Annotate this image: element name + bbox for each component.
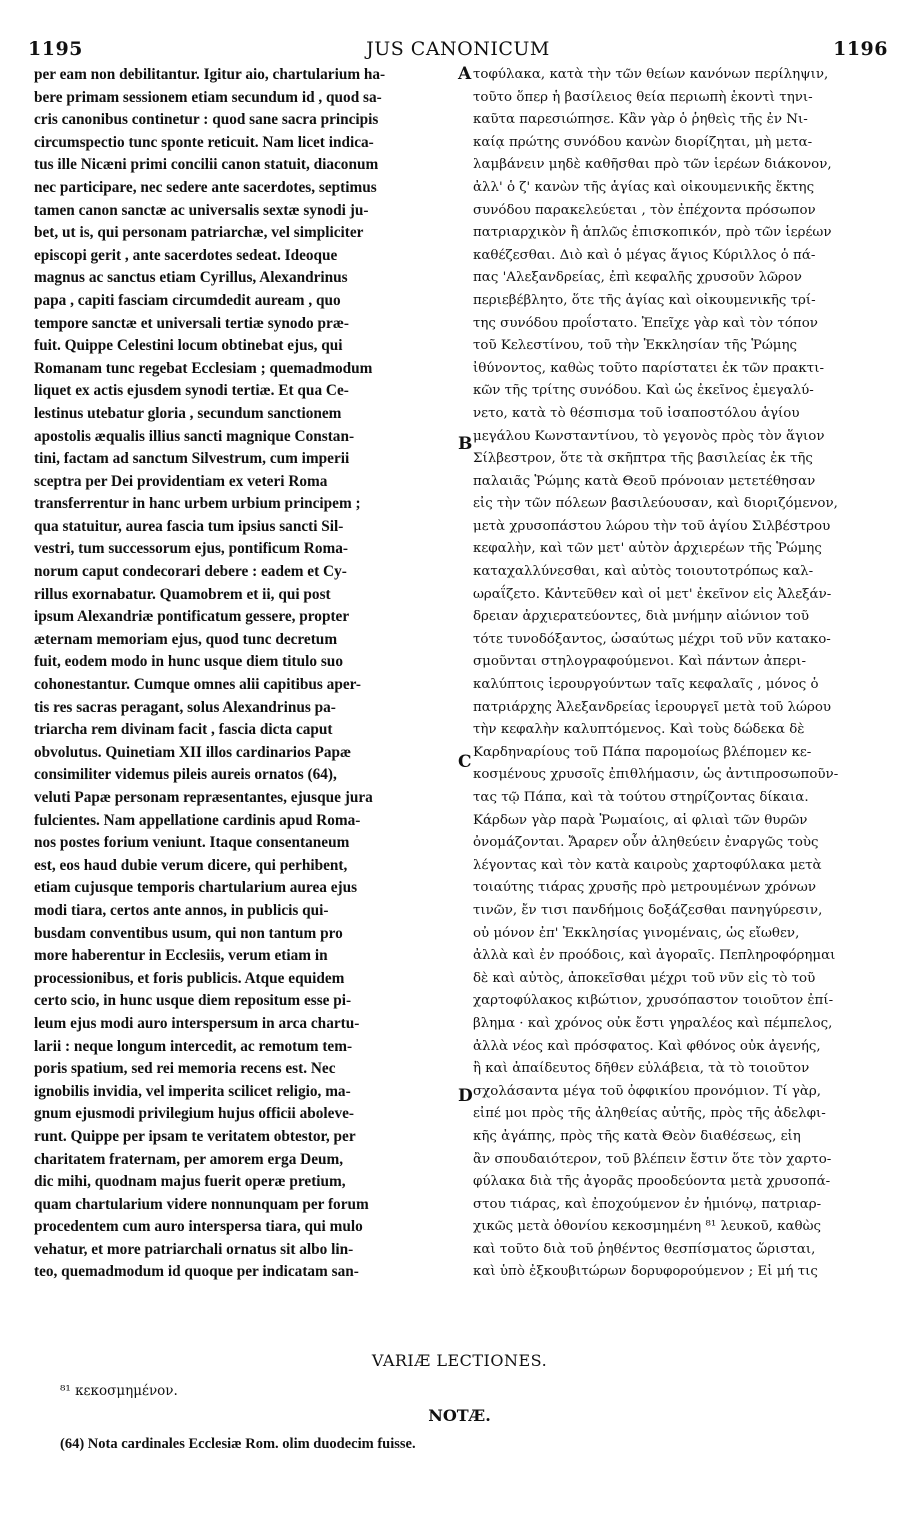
latin-text-line: tis res sacras peragant, solus Alexandrinus pa- bbox=[34, 698, 336, 716]
latin-text-line: per eam non debilitantur. Igitur aio, chartularium ha- bbox=[34, 66, 386, 83]
latin-text-line: larii : neque longum intercedit, ac remotum tem- bbox=[34, 1037, 353, 1055]
greek-text-line: τοῦ Κελεστίνου, τοῦ τὴν Ἐκκλησίαν τῆς Ῥώμης bbox=[473, 338, 797, 354]
page-number-right: 1196 bbox=[833, 38, 888, 60]
greek-text-line: τοῦτο ὅπερ ἡ βασίλειος θεία περιωπὴ ἑκοντὶ τηνι- bbox=[473, 89, 813, 105]
latin-text-line: bere primam sessionem etiam secundum id , quod sa- bbox=[34, 88, 382, 106]
latin-text-line: nos postes forium veniunt. Itaque consentaneum bbox=[34, 834, 350, 852]
greek-text-line: μετὰ χρυσοπάστου λώρου τὴν τοῦ ἁγίου Σιλβέστρου bbox=[473, 518, 831, 534]
variae-lectiones-heading: VARIÆ LECTIONES. bbox=[371, 1351, 548, 1370]
running-title: JUS CANONICUM bbox=[366, 38, 550, 60]
latin-text-line: ignobilis invidia, vel imperita scilicet religio, ma- bbox=[34, 1082, 351, 1100]
latin-text-line: vehatur, et more patriarchali ornatus sit albo lin- bbox=[34, 1240, 354, 1258]
greek-text-line: στου τιάρας, καὶ ἐποχούμενον ἐν ἡμιόνῳ, πατριαρ- bbox=[473, 1196, 822, 1212]
latin-text-line: charitatem fraternam, per amorem erga Deum, bbox=[34, 1150, 344, 1168]
greek-text-line: της συνόδου προΐστατο. Ἐπεῖχε γὰρ καὶ τὸν τόπον bbox=[473, 315, 818, 331]
greek-text-line: λαμβάνειν μηδὲ καθῆσθαι πρὸ τῶν ἱερέων διάκονον, bbox=[473, 157, 832, 173]
section-marker-d: D bbox=[458, 1086, 473, 1106]
greek-text-line: κῶν τῆς τρίτης συνόδου. Καὶ ὡς ἐκεῖνος ἐμεγαλύ- bbox=[473, 383, 814, 399]
latin-text-line: cohonestantur. Cumque omnes alii capitibus aper- bbox=[34, 676, 361, 694]
latin-text-line: sceptra per Dei providentiam ex veteri Roma bbox=[34, 472, 328, 490]
latin-column bbox=[34, 64, 454, 1284]
greek-text-line: δὲ καὶ αὐτὸς, ἀποκεῖσθαι μέχρι τοῦ νῦν εἰς τὸ τοῦ bbox=[473, 970, 816, 986]
variae-lectiones-note: ⁸¹ κεκοσμημένον. bbox=[60, 1383, 178, 1399]
greek-text-line: ἀλλὰ καὶ ἐν προόδοις, καὶ ἀγοραῖς. Πεπληροφόρημαι bbox=[473, 948, 836, 964]
page-header bbox=[28, 38, 888, 62]
latin-text-line: episcopi gerit , ante sacerdotes sedeat. Ideoque bbox=[34, 246, 338, 264]
greek-text-line: Κάρδων γὰρ παρὰ Ῥωμαίοις, αἱ φλιαὶ τῶν θυρῶν bbox=[473, 812, 808, 828]
greek-text-line: τότε τυνοδόξαντος, ὡσαύτως μέχρι τοῦ νῦν κατακο- bbox=[473, 631, 831, 647]
greek-text-line: περιεβέβλητο, ὅτε τῆς ἁγίας καὶ οἰκουμενικῆς τρί- bbox=[473, 292, 816, 308]
latin-text-line: triarcha rem divinam facit , fascia dicta caput bbox=[34, 721, 333, 739]
latin-text-line: modi tiara, certos ante annos, in publicis qui- bbox=[34, 901, 329, 919]
latin-text-line: teo, quemadmodum id quoque per indicatam san- bbox=[34, 1263, 359, 1281]
greek-text-line: σχολάσαντα μέγα τοῦ ὀφφικίου προνόμιον. Τί γὰρ, bbox=[473, 1083, 822, 1099]
greek-text-line: καταχαλλύνεσθαι, καὶ αὐτὸς τοιουτοτρόπως καλ- bbox=[473, 564, 814, 580]
greek-text-line: τοιαύτης τιάρας χρυσῆς πρὸ μετρουμένων χρόνων bbox=[473, 880, 816, 896]
greek-text-line: κῆς ἀγάπης, πρὸς τῆς κατὰ Θεὸν διαθέσεως, εἰη bbox=[473, 1128, 801, 1144]
latin-text-line: gnum ejusmodi privilegium hujus officii aboleve- bbox=[34, 1105, 354, 1123]
greek-text-line: κοσμένους χρυσοῖς ἐπιθλήμασιν, ὡς ἀντιπροσωποῦν- bbox=[473, 767, 839, 783]
latin-text-line: more haberentur in Ecclesiis, verum etiam in bbox=[34, 947, 328, 965]
latin-text-line: quam chartularium videre nonnunquam per forum bbox=[34, 1195, 369, 1213]
greek-text-line: εἰς τὴν τῶν πόλεων βασιλεύουσαν, καὶ διοριζόμενον, bbox=[473, 496, 838, 512]
greek-text-line: νετο, κατὰ τὸ θέσπισμα τοῦ ἰσαποστόλου ἁγίου bbox=[473, 405, 800, 421]
greek-text-line: εἰπέ μοι πρὸς τῆς ἀληθείας αὐτῆς, πρὸς τῆς ἀδελφι- bbox=[473, 1106, 826, 1122]
greek-text-line: τοφύλακα, κατὰ τὴν τῶν θείων κανόνων περίληψιν, bbox=[473, 67, 829, 82]
latin-text-line: liquet ex actis ejusdem synodi tertiæ. Et qua Ce- bbox=[34, 382, 349, 400]
latin-text-line: cris canonibus continetur : quod sane sacra principis bbox=[34, 111, 379, 129]
latin-text-line: transferrentur in hanc urbem urbium principem ; bbox=[34, 495, 361, 513]
latin-text-line: tamen canon sanctæ ac universalis sextæ synodi ju- bbox=[34, 201, 369, 219]
section-marker-b: B bbox=[458, 434, 473, 454]
latin-text-line: tini, factam ad sanctum Silvestrum, cum imperii bbox=[34, 450, 350, 468]
latin-text-line: obvolutus. Quinetiam XII illos cardinarios Papæ bbox=[34, 743, 352, 761]
greek-text-line: λέγοντας καὶ τὸν κατὰ καιροὺς χαρτοφύλακα μετὰ bbox=[473, 857, 822, 873]
latin-text-line: certo scio, in hunc usque diem repositum esse pi- bbox=[34, 992, 352, 1010]
greek-text-line: τὴν κεφαλὴν καλυπτόμενος. Καὶ τοὺς δώδεκα δὲ bbox=[473, 722, 805, 738]
greek-column bbox=[473, 64, 888, 1284]
greek-text-line: τας τῷ Πάπα, καὶ τὰ τούτου στηρίζοντας δίκαια. bbox=[473, 790, 809, 805]
latin-text-line: qua statuitur, aurea fascia tum ipsius sancti Sil- bbox=[34, 517, 344, 535]
greek-text-line: ἂν σπουδαιότερον, τοῦ βλέπειν ἔστιν ὅτε τὸν χαρτο- bbox=[473, 1151, 832, 1167]
latin-text-line: veluti Papæ personam repræsentantes, ejusque jura bbox=[34, 789, 373, 806]
footnote-64: (64) Nota cardinales Ecclesiæ Rom. olim duodecim fuisse. bbox=[60, 1436, 416, 1452]
latin-text-line: fulcientes. Nam appellatione cardinis apud Roma- bbox=[34, 811, 361, 829]
latin-text-line: etiam cujusque temporis chartularium aurea ejus bbox=[34, 879, 358, 897]
latin-text-line: magnus ac sanctus etiam Cyrillus, Alexandrinus bbox=[34, 269, 348, 287]
greek-text-line: κεφαλὴν, καὶ τῶν μετ' αὐτὸν ἀρχιερέων τῆς Ῥώμης bbox=[473, 541, 822, 557]
latin-text-line: poris spatium, sed rei memoria recens est. Nec bbox=[34, 1060, 336, 1078]
greek-text-line: καθέζεσθαι. Διὸ καὶ ὁ μέγας ἅγιος Κύριλλος ὁ πά- bbox=[473, 247, 816, 263]
notae-heading: NOTÆ. bbox=[428, 1406, 491, 1425]
latin-text-line: rillus exornabatur. Quamobrem et ii, qui post bbox=[34, 585, 331, 603]
latin-text-line: bet, ut is, qui personam patriarchæ, vel simpliciter bbox=[34, 224, 364, 242]
latin-text-line: nec participare, nec sedere ante sacerdotes, septimus bbox=[34, 178, 377, 196]
greek-text-line: φύλακα διὰ τῆς ἀγορᾶς προοδεύοντα μετὰ χρυσοπά- bbox=[473, 1174, 831, 1190]
latin-text-line: apostolis æqualis illius sancti magnique Constan- bbox=[34, 427, 355, 445]
greek-text-line: χαρτοφύλακος κιβώτιον, χρυσόπαστον τοιοῦτον ἐπί- bbox=[473, 993, 834, 1009]
greek-text-line: μεγάλου Κωνσταντίνου, τὸ γεγονὸς πρὸς τὸν ἅγιον bbox=[473, 428, 825, 444]
greek-text-line: ἰθύνοντος, καθὼς τοῦτο παρίστατει ἐκ τῶν πρακτι- bbox=[473, 360, 824, 376]
greek-text-line: χικῶς μετὰ ὀθονίου κεκοσμημένη ⁸¹ λευκοῦ, καθὼς bbox=[473, 1219, 821, 1235]
greek-text-line: πατριαρχικὸν ἢ ἁπλῶς ἐπισκοπικόν, πρὸ τῶν ἱερέων bbox=[473, 225, 832, 241]
greek-text-line: δρειαν ἀρχιερατεύοντες, διὰ μνήμην αἰώνιον τοῦ bbox=[473, 609, 810, 625]
latin-text-line: fuit. Quippe Celestini locum obtinebat ejus, qui bbox=[34, 337, 343, 355]
latin-text-line: lestinus utebatur gloria , secundum sanctionem bbox=[34, 404, 342, 422]
greek-text-line: καίᾳ πρώτης συνόδου κανὼν διορίζηται, μὴ μετα- bbox=[473, 134, 813, 150]
greek-text-line: συνόδου παρακελεύεται , τὸν ἐπέχοντα πρόσωπον bbox=[473, 202, 816, 218]
latin-text-line: circumspectio tunc sponte reticuit. Nam licet indica- bbox=[34, 133, 374, 151]
latin-text-line: norum caput condecorari debere : eadem et Cy- bbox=[34, 563, 347, 581]
latin-text-line: æternam memoriam ejus, quod tunc decretum bbox=[34, 630, 338, 648]
greek-text-line: ἀλλ' ὁ ζ' κανὼν τῆς ἁγίας καὶ οἰκουμενικῆς ἕκτης bbox=[473, 179, 815, 195]
latin-text-line: Romanam tunc regebat Ecclesiam ; quemadmodum bbox=[34, 359, 373, 377]
greek-text-line: Καρδηναρίους τοῦ Πάπα παρομοίως βλέπομεν κε- bbox=[473, 744, 812, 760]
greek-text-line: οὐ μόνον ἐπ' Ἐκκλησίας γινομέναις, ὡς εἴωθεν, bbox=[473, 925, 800, 941]
latin-text-line: consimiliter videmus pileis aureis ornatos (64), bbox=[34, 766, 337, 784]
greek-text-line: ἀλλὰ νέος καὶ πρόσφατος. Καὶ φθόνος οὐκ ἀγενής, bbox=[473, 1038, 821, 1054]
latin-text-line: ipsum Alexandriæ pontificatum gessere, propter bbox=[34, 608, 350, 626]
greek-text-line: ωραΐζετο. Κἀντεῦθεν καὶ οἱ μετ' ἐκεῖνον εἰς Ἀλεξάν- bbox=[473, 586, 832, 602]
greek-text-line: πατριάρχης Ἀλεξανδρείας ἱερουργεῖ μετὰ τοῦ λώρου bbox=[473, 699, 832, 715]
latin-text-line: dic mihi, quodnam majus fuerit operæ pretium, bbox=[34, 1173, 346, 1191]
greek-text-line: τινῶν, ἔν τισι πανδήμοις δοξάζεσθαι πανηγύρεσιν, bbox=[473, 902, 823, 918]
latin-text-line: leum ejus modi auro interspersum in arca chartu- bbox=[34, 1014, 360, 1032]
greek-text-line: βλημα · καὶ χρόνος οὐκ ἔστι γηραλέος καὶ πέμπελος, bbox=[473, 1015, 833, 1031]
greek-text-line: πας 'Αλεξανδρείας, ἐπὶ κεφαλῆς χρυσοῦν λῶρον bbox=[473, 270, 802, 286]
section-marker-a: A bbox=[458, 64, 472, 84]
greek-text-line: Σίλβεστρον, ὅτε τὰ σκῆπτρα τῆς βασιλείας ἐκ τῆς bbox=[473, 451, 813, 467]
greek-text-line: ὀνομάζονται. Ἄραρεν οὖν ἀληθεύειν ἐναργῶς τοὺς bbox=[473, 835, 819, 851]
greek-text-line: καλύπτοις ἱερουργούντων ταῖς κεφαλαῖς , μόνος ὁ bbox=[473, 677, 819, 693]
latin-text-line: fuit, eodem modo in hunc usque diem titulo suo bbox=[34, 653, 343, 671]
latin-text-line: est, eos haud dubie verum dicere, qui perhibent, bbox=[34, 856, 348, 874]
page-number-left: 1195 bbox=[28, 38, 83, 60]
greek-text-line: ἢ καὶ ἀπαίδευτος δῆθεν εὐλάβεια, τὰ τὸ τοιοῦτον bbox=[473, 1061, 810, 1077]
greek-text-line: παλαιᾶς Ῥώμης κατὰ Θεοῦ πρόνοιαν μετετέθησαν bbox=[473, 473, 816, 489]
latin-text-line: runt. Quippe per ipsam te veritatem obtestor, per bbox=[34, 1127, 356, 1145]
section-marker-c: C bbox=[458, 752, 472, 772]
latin-text-line: processionibus, et foris publicis. Atque equidem bbox=[34, 969, 345, 987]
greek-text-line: σμοῦνται στηλογραφούμενοι. Καὶ πάντων ἀπερι- bbox=[473, 654, 807, 670]
latin-text-line: busdam conventibus usum, qui non tantum pro bbox=[34, 924, 343, 942]
greek-text-line: καὶ ὑπὸ ἐξκουβιτώρων δορυφορούμενον ; Εἰ μή τις bbox=[473, 1264, 818, 1280]
latin-text-line: procedentem cum auro interspersa tiara, qui mulo bbox=[34, 1218, 363, 1236]
greek-text-line: καὶ τοῦτο διὰ τοῦ ῥηθέντος θεσπίσματος ὥρισται, bbox=[473, 1241, 816, 1257]
latin-text-line: tus ille Nicæni primi concilii canon statuit, diaconum bbox=[34, 156, 379, 174]
latin-text-line: papa , capiti fasciam circumdedit auream , quo bbox=[34, 291, 341, 309]
latin-text-line: tempore sanctæ et universali tertiæ synodo præ- bbox=[34, 314, 349, 332]
greek-text-line: καῦτα παρεσιώπησε. Κἂν γὰρ ὁ ῥηθεὶς τῆς ἐν Νι- bbox=[473, 112, 808, 128]
latin-text-line: vestri, tum successorum ejus, pontificum Roma- bbox=[34, 540, 348, 558]
